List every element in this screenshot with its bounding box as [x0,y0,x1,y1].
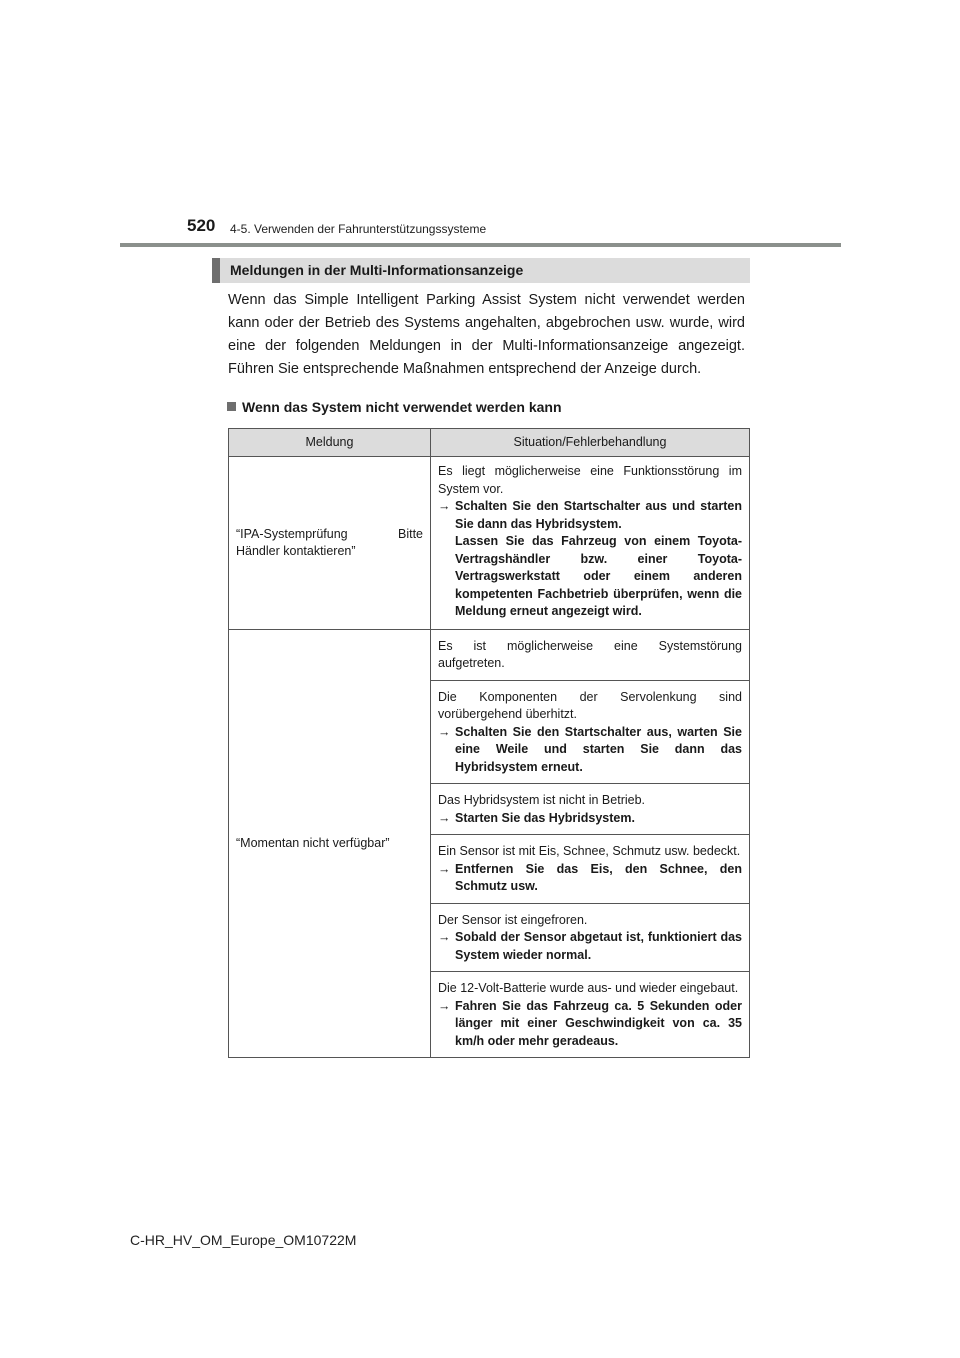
action-item [438,998,742,1051]
situation-cell [431,835,750,904]
situation-cell [431,972,750,1058]
header-meldung: Meldung [229,429,431,457]
action-text: Starten Sie das Hybridsystem. [455,810,635,825]
action-item [438,810,742,828]
situation-cell [431,629,750,680]
subheading-text: Wenn das System nicht verwendet werden kann [242,399,562,415]
situation-cell [431,457,750,630]
footer-doc-id: C-HR_HV_OM_Europe_OM10722M [130,1232,357,1248]
arrow-icon: → [438,810,451,825]
page-number: 520 [187,216,216,235]
situation-text: Die 12-Volt-Batterie wurde aus- und wieder eingebaut. [438,981,739,995]
action-item [438,498,742,533]
arrow-icon: → [438,998,451,1013]
message-table [228,428,750,1058]
section-header: Meldungen in der Multi-Informationsanzeige [212,258,750,283]
arrow-icon: → [438,930,451,944]
header-situation: Situation/Fehlerbehandlung [431,429,750,457]
action-note: Lassen Sie das Fahrzeug von einem Toyota-Vertragshändler bzw. einer Toyota-Vertragswerkstatt oder einem anderen kompetenten Fachbetrieb überprüfen, wenn die Meldung erneut angezeigt wird. [455,534,742,618]
arrow-icon: → [438,499,451,513]
situation-text: Ein Sensor ist mit Eis, Schnee, Schmutz usw. bedeckt. [438,844,741,858]
situation-text: Es ist möglicherweise eine Systemstörung aufgetreten. [438,638,742,670]
intro-paragraph: Wenn das Simple Intelligent Parking Assist System nicht verwendet werden kann oder der Betrieb des Systems angehalten, abgebrochen usw. wurde, wird eine der folgenden Meldungen in der Multi-Informationsanzeige angezeigt. Führen Sie entsprechende Maßnahmen entsprechend der Anzeige durch. [228,292,745,377]
action-text: Sobald der Sensor abgetaut ist, funktioniert das System wieder normal. [455,930,742,962]
situation-text: Der Sensor ist eingefroren. [438,912,588,927]
situation-text: Die Komponenten der Servolenkung sind vorübergehend überhitzt. [438,689,742,721]
header-rule [120,243,841,247]
situation-cell [431,903,750,972]
square-bullet-icon [227,402,236,411]
action-item [438,861,742,896]
chapter-title: 4-5. Verwenden der Fahrunterstützungssysteme [230,222,487,236]
table-row [229,457,750,630]
action-item [438,929,742,964]
action-text: Schalten Sie den Startschalter aus, warten Sie eine Weile und starten Sie dann das Hybridsystem erneut. [455,724,742,774]
arrow-icon: → [438,724,451,739]
action-item [438,724,742,777]
situation-cell [431,680,750,784]
action-text: Fahren Sie das Fahrzeug ca. 5 Sekunden oder länger mit einer Geschwindigkeit von ca. 35 km/h oder mehr geradeaus. [455,998,742,1048]
arrow-icon: → [438,861,451,876]
message-cell: “IPA-Systemprüfung Bitte Händler kontaktieren” [229,457,431,630]
situation-cell [431,784,750,835]
action-text: Entfernen Sie das Eis, den Schnee, den Schmutz usw. [455,861,742,893]
situation-text: Das Hybridsystem ist nicht in Betrieb. [438,793,646,807]
message-cell: “Momentan nicht verfügbar” [229,629,431,1058]
table-header-row [229,429,750,457]
subheading [227,399,562,415]
table-row [229,629,750,680]
situation-text: Es liegt möglicherweise eine Funktionsstörung im System vor. [438,464,742,496]
action-text: Schalten Sie den Startschalter aus und starten Sie dann das Hybridsystem. [455,499,742,531]
